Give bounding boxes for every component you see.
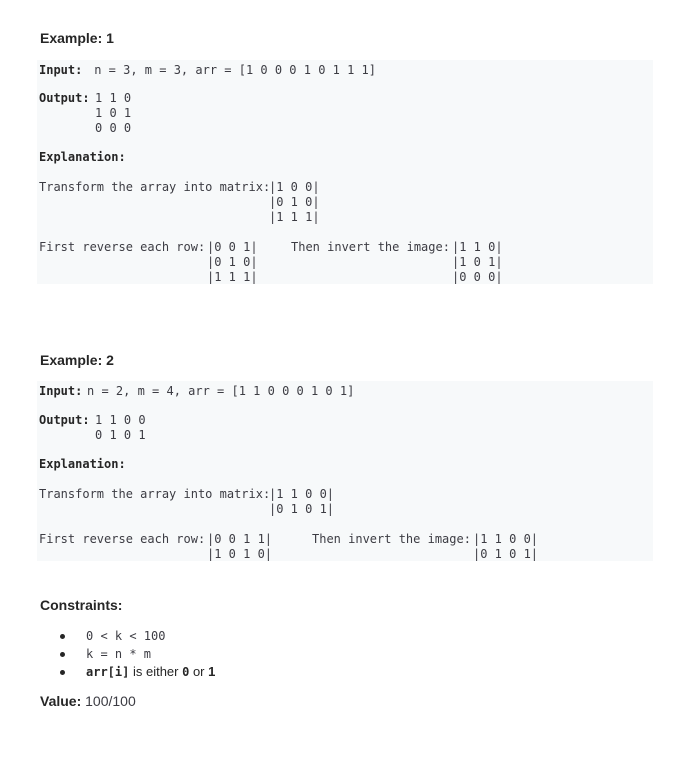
- example-1-heading: Example: 1: [40, 30, 114, 46]
- example-1-output-line-1: 1 1 0: [95, 91, 132, 105]
- example-1-reverse-label: First reverse each row:: [39, 240, 206, 254]
- example-2-input-label: Input:: [39, 384, 83, 398]
- example-1-reverse-row-1: |0 0 1|: [207, 240, 258, 254]
- example-1-transform-label: Transform the array into matrix:: [39, 180, 271, 194]
- bullet-icon: [60, 652, 65, 657]
- example-2-code-block: [37, 381, 653, 561]
- constraint-3-text: is either: [129, 664, 183, 679]
- example-1-output-label: Output:: [39, 91, 90, 105]
- example-1-transform-row-1: |1 0 0|: [269, 180, 320, 194]
- value-text: 100/100: [81, 693, 136, 709]
- constraint-2-code: k = n * m: [86, 647, 152, 661]
- constraint-3-zero: 0: [182, 665, 190, 679]
- example-1-reverse-row-2: |0 1 0|: [207, 255, 258, 269]
- bullet-icon: [60, 634, 65, 639]
- example-2-invert-label: Then invert the image:: [312, 532, 471, 546]
- example-1-input-value: n = 3, m = 3, arr = [1 0 0 0 1 0 1 1 1]: [87, 63, 376, 77]
- example-1-output-line-3: 0 0 0: [95, 121, 132, 135]
- constraints-heading: Constraints:: [40, 597, 123, 613]
- value-line: [40, 693, 136, 709]
- example-2-invert-row-1: |1 1 0 0|: [473, 532, 539, 546]
- example-1-reverse-row-3: |1 1 1|: [207, 270, 258, 284]
- example-2-transform-label: Transform the array into matrix:: [39, 487, 271, 501]
- example-2-transform-row-2: |0 1 0 1|: [269, 502, 335, 516]
- bullet-icon: [60, 670, 65, 675]
- example-1-transform-row-3: |1 1 1|: [269, 210, 320, 224]
- example-1-invert-row-2: |1 0 1|: [452, 255, 503, 269]
- example-1-input-label: Input:: [39, 63, 83, 77]
- example-2-transform-row-1: |1 1 0 0|: [269, 487, 335, 501]
- example-2-invert-row-2: |0 1 0 1|: [473, 547, 539, 561]
- example-2-reverse-label: First reverse each row:: [39, 532, 206, 546]
- example-1-transform-row-2: |0 1 0|: [269, 195, 320, 209]
- example-1-explanation-label: Explanation:: [39, 150, 126, 164]
- constraint-3-or: or: [189, 664, 209, 679]
- example-1-invert-row-1: |1 1 0|: [452, 240, 503, 254]
- constraint-3-code: arr[i]: [86, 665, 130, 679]
- example-2-explanation-label: Explanation:: [39, 457, 126, 471]
- example-2-reverse-row-1: |0 0 1 1|: [207, 532, 273, 546]
- example-1-invert-row-3: |0 0 0|: [452, 270, 503, 284]
- constraint-1-code: 0 < k < 100: [86, 629, 166, 643]
- example-1-output-line-2: 1 0 1: [95, 106, 132, 120]
- example-2-reverse-row-2: |1 0 1 0|: [207, 547, 273, 561]
- constraint-3-one: 1: [208, 664, 216, 679]
- example-2-heading: Example: 2: [40, 352, 114, 368]
- example-2-input-value: n = 2, m = 4, arr = [1 1 0 0 0 1 0 1]: [87, 384, 355, 398]
- example-2-output-line-2: 0 1 0 1: [95, 428, 146, 442]
- example-1-invert-label: Then invert the image:: [291, 240, 450, 254]
- example-2-output-label: Output:: [39, 413, 90, 427]
- example-2-output-line-1: 1 1 0 0: [95, 413, 146, 427]
- value-label: Value:: [40, 693, 82, 709]
- example-1-code-block: [37, 60, 653, 284]
